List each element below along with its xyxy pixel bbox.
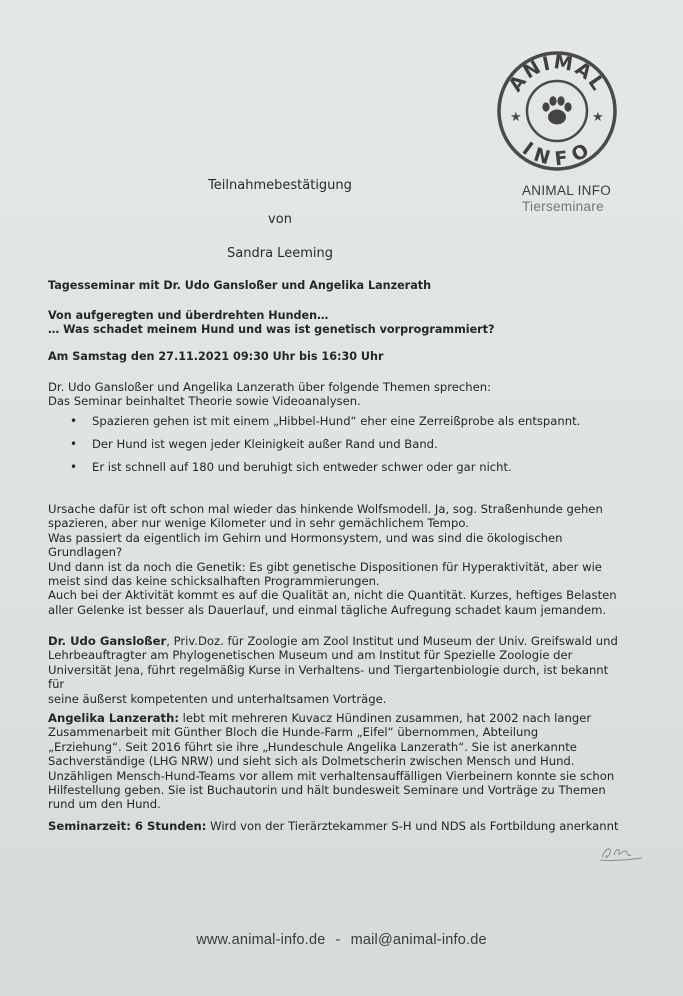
logo-top-text: ANIMAL	[504, 51, 610, 96]
paragraph-line: „Erziehung“. Seit 2016 führt sie ihre „Hundeschule Angelika Lanzerath“. Sie ist anerkannte	[48, 739, 577, 754]
paragraph-line: aller Gelenke ist besser als Dauerlauf, und einmal tägliche Aufregung schadet kaum jemandem.	[48, 602, 607, 617]
paragraph-line: rund um den Hund.	[48, 797, 161, 812]
star-icon: ★	[592, 110, 604, 125]
paragraph-line: lebt mit mehreren Kuvacz Hündinen zusammen, hat 2002 nach langer	[178, 711, 592, 725]
intro-line: Dr. Udo Gansloßer und Angelika Lanzerath über folgende Themen sprechen:	[48, 380, 492, 394]
speaker-name: Angelika Lanzerath:	[48, 711, 179, 725]
certificate-title: Teilnahmebestätigung	[208, 178, 352, 193]
description-paragraph	[48, 502, 628, 617]
handwritten-initials	[598, 843, 644, 863]
paragraph-line: Zusammenarbeit mit Günther Bloch die Hunde-Farm „Eifel“ übernommen, Abteilung	[48, 725, 539, 740]
list-item: • Der Hund ist wegen jeder Kleinigkeit außer Rand und Band.	[70, 437, 630, 460]
topic-line: … Was schadet meinem Hund und was ist genetisch vorprogrammiert?	[48, 323, 495, 337]
list-item: • Er ist schnell auf 180 und beruhigt sich entweder schwer oder gar nicht.	[70, 460, 630, 483]
paragraph-line: Und dann ist da noch die Genetik: Es gibt genetische Dispositionen für Hyperaktivität, aber wie	[48, 559, 602, 574]
paragraph-line: Lehrbeauftragter am Phylogenetischen Museum und am Institut für Spezielle Zoologie der	[48, 648, 573, 663]
brand-block	[522, 183, 652, 214]
paragraph-line: Unzähligen Mensch-Hund-Teams vor allem mit verhaltensauffälligen Vierbeinern konnte sie schon	[48, 768, 615, 783]
speaker-name: Dr. Udo Gansloßer	[48, 634, 167, 648]
brand-name: ANIMAL INFO	[522, 183, 612, 198]
list-item: • Spazieren gehen ist mit einem „Hibbel-Hund“ eher eine Zerreißprobe als entspannt.	[70, 414, 630, 437]
accreditation-text: Wird von der Tierärztekammer S-H und NDS als Fortbildung anerkannt	[206, 819, 619, 833]
paragraph-line: Was passiert da eigentlich im Gehirn und Hormonsystem, und was sind die ökologischen	[48, 530, 563, 545]
email-link[interactable]: mail@animal-info.de	[350, 932, 487, 948]
seminar-date: Am Samstag den 27.11.2021 09:30 Uhr bis 16:30 Uhr	[48, 350, 384, 363]
speaker-bio-lanzerath	[48, 711, 628, 812]
footer-contact	[0, 932, 683, 948]
seminar-line: Tagesseminar mit Dr. Udo Gansloßer und Angelika Lanzerath	[48, 279, 432, 292]
paragraph-line: Ursache dafür ist oft schon mal wieder das hinkende Wolfsmodell. Ja, sog. Straßenhunde gehen	[48, 502, 603, 516]
paragraph-line: seine äußerst kompetenten und unterhaltsamen Vorträge.	[48, 691, 387, 706]
animal-info-logo	[496, 50, 618, 172]
paragraph-line: Grundlagen?	[48, 545, 123, 560]
paragraph-line: Sachverständige (LHG NRW) und sieht sich als Dolmetscherin zwischen Mensch und Hund.	[48, 754, 575, 769]
paragraph-line: meist sind das keine schicksalhaften Programmierungen.	[48, 574, 380, 589]
svg-text:INFO	[518, 138, 594, 170]
paragraph-line: spazieren, aber nur wenige Kilometer und in sehr gemächlichem Tempo.	[48, 516, 469, 531]
intro-line: Das Seminar beinhaltet Theorie sowie Videoanalysen.	[48, 394, 361, 409]
intro-text	[48, 380, 628, 409]
topic-line: Von aufgeregten und überdrehten Hunden…	[48, 309, 329, 322]
paragraph-line: Universität Jena, führt regelmäßig Kurse in Verhaltens- und Tiergartenbiologie durch, ist bekannt für	[48, 662, 609, 692]
paragraph-line: Auch bei der Aktivität kommt es auf die Qualität an, nicht die Quantität. Kurzes, heftiges Belasten	[48, 588, 617, 603]
topic-bullet-list	[70, 414, 630, 483]
paragraph-line: Hilfestellung geben. Sie ist Buchautorin und hält bundesweit Seminare und Vorträge zu Themen	[48, 783, 606, 798]
star-icon: ★	[510, 110, 522, 125]
seminar-duration	[48, 819, 628, 833]
paragraph-line: , Priv.Doz. für Zoologie am Zool Institut und Museum der Univ. Greifswald und	[166, 634, 618, 648]
seminar-topic	[48, 309, 628, 338]
footer-separator: -	[335, 932, 341, 948]
participant-name: Sandra Leeming	[227, 246, 333, 261]
duration-label: Seminarzeit: 6 Stunden:	[48, 819, 207, 833]
logo-bottom-text: INFO	[518, 137, 595, 171]
website-link[interactable]: www.animal-info.de	[196, 932, 326, 948]
von-label: von	[268, 212, 292, 227]
speaker-bio-gansslosser	[48, 634, 628, 706]
brand-subtitle: Tierseminare	[522, 199, 604, 214]
